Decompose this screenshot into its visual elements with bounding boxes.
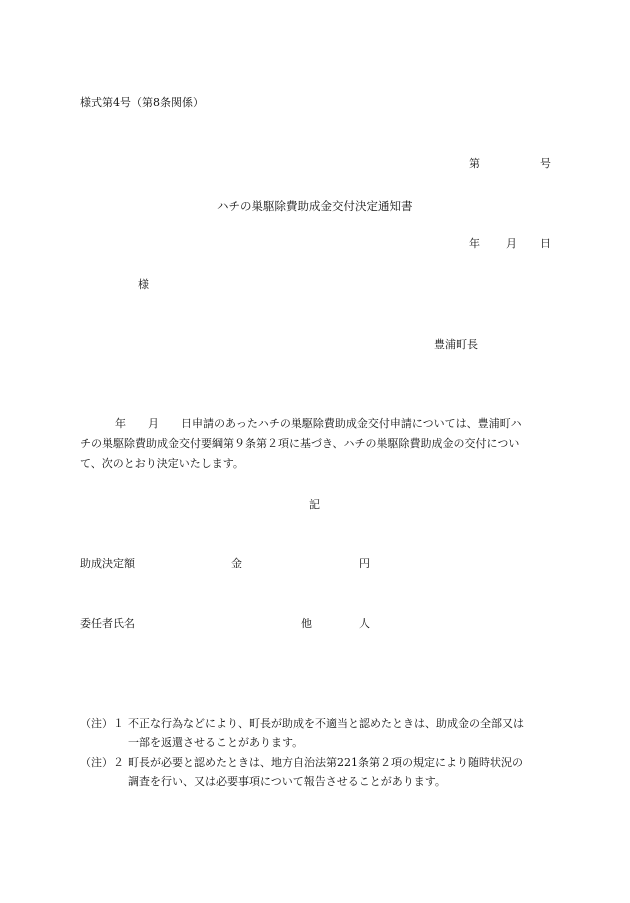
note-2-label: （注）２ — [80, 756, 124, 769]
date-year: 年 — [469, 237, 480, 250]
amount-kin: 金 — [231, 557, 242, 570]
delegates-label: 委任者氏名 — [80, 617, 135, 630]
delegates-others: 他 — [301, 617, 312, 630]
body-paragraph — [80, 414, 554, 474]
issuer: 豊浦町長 — [434, 338, 478, 351]
date-month: 月 — [506, 237, 517, 250]
amount-yen: 円 — [359, 557, 370, 570]
note-1-label: （注）１ — [80, 717, 124, 730]
addressee-suffix: 様 — [138, 278, 149, 291]
body-line-2: チの巣駆除費助成金交付要綱第９条第２項に基づき、ハチの巣駆除費助成金の交付につい — [80, 437, 520, 450]
form-label: 様式第4号（第8条関係） — [80, 96, 204, 109]
note-1 — [80, 714, 554, 752]
delegates-persons: 人 — [359, 617, 370, 630]
note-1-line-2: 一部を返還させることがあります。 — [128, 736, 304, 749]
note-2-line-1: 町長が必要と認めたときは、地方自治法第221条第２項の規定により随時状況の — [128, 756, 523, 769]
body-line-1: 年 月 日申請のあったハチの巣駆除費助成金交付申請については、豊浦町ハ — [115, 417, 522, 430]
amount-label: 助成決定額 — [80, 557, 135, 570]
note-2-line-2: 調査を行い、又は必要事項について報告させることがあります。 — [128, 775, 446, 788]
date-day: 日 — [540, 237, 551, 250]
note-1-line-1: 不正な行為などにより、町長が助成を不適当と認めたときは、助成金の全部又は — [128, 717, 524, 730]
note-2 — [80, 753, 554, 791]
document-title: ハチの巣駆除費助成金交付決定通知書 — [217, 199, 413, 213]
body-line-3: て、次のとおり決定いたします。 — [80, 457, 244, 470]
doc-number-prefix: 第 — [469, 157, 480, 170]
doc-number-suffix: 号 — [540, 157, 551, 170]
ki-heading: 記 — [309, 498, 320, 511]
